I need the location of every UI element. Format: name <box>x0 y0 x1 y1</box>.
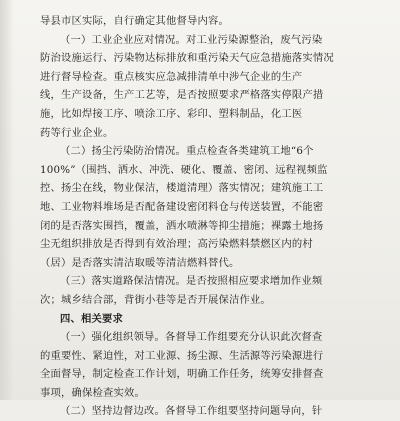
requirement-one: （一）强化组织领导。各督导工作组要充分认识此次督查 <box>60 331 323 344</box>
text-line: 进行督导检查。重点核实应急减排清单中涉气企业的生产 <box>40 70 303 83</box>
text-line: 闭的是否落实围挡，覆盖，洒水喷淋等抑尘措施；裸露土地扬 <box>40 219 324 232</box>
text-line: 100%”（围挡、洒水、冲洗、硬化、覆盖、密闭、远程视频监 <box>40 163 328 176</box>
text-line: 全面督导，制定检查工作计划，明确工作任务，统筹安排督查 <box>40 368 324 381</box>
text-line: 事项，确保检查实效。 <box>40 386 145 399</box>
document-body <box>40 12 376 421</box>
text-line: 导县市区实际，自行确定其他督导内容。 <box>40 15 229 27</box>
page-fold-shadow <box>0 0 14 400</box>
section-four-title: 四、相关要求 <box>60 312 123 325</box>
requirement-two: （二）坚持边督边改。各督导工作组要坚持问题导向，针 <box>60 405 323 418</box>
text-line: 地、工业物料堆场是否配备建设密闭料仓与传送装置，不能密 <box>40 200 324 213</box>
text-line: 控、扬尘在线，物业保洁，楼道清理）落实情况；建筑施工工 <box>40 182 324 195</box>
section-one-heading: （一）工业企业应对情况。对工业污染源整治，废气污染 <box>60 33 323 46</box>
text-line: 尘无组织排放是否得到有效治理；高污染燃料禁燃区内的村 <box>40 238 313 251</box>
text-line: 药等行业企业。 <box>40 126 114 139</box>
section-three-heading: （三）落实道路保洁情况。是否按照相应要求增加作业频 <box>60 275 323 288</box>
text-line: 的重要性、紧迫性，对工业源、扬尘源、生活源等污染源进行 <box>40 349 324 362</box>
text-line: 线，生产设备，生产工艺等，是否按照要求严格落实停限产措 <box>40 89 324 102</box>
section-two-heading: （二）扬尘污染防治情况。重点检查各类建筑工地“6个 <box>60 145 314 158</box>
text-line: （居）是否落实清洁取暖等清洁燃料替代。 <box>40 256 240 269</box>
text-line: 施，比如焊接工序、喷涂工序、彩印、塑料制品，化工医 <box>40 107 303 120</box>
text-line: 次；城乡结合部，背街小巷等是否开展保洁作业。 <box>40 293 271 306</box>
text-line: 防治设施运行、污染物达标排放和重污染天气应急措施落实情况 <box>40 52 334 65</box>
